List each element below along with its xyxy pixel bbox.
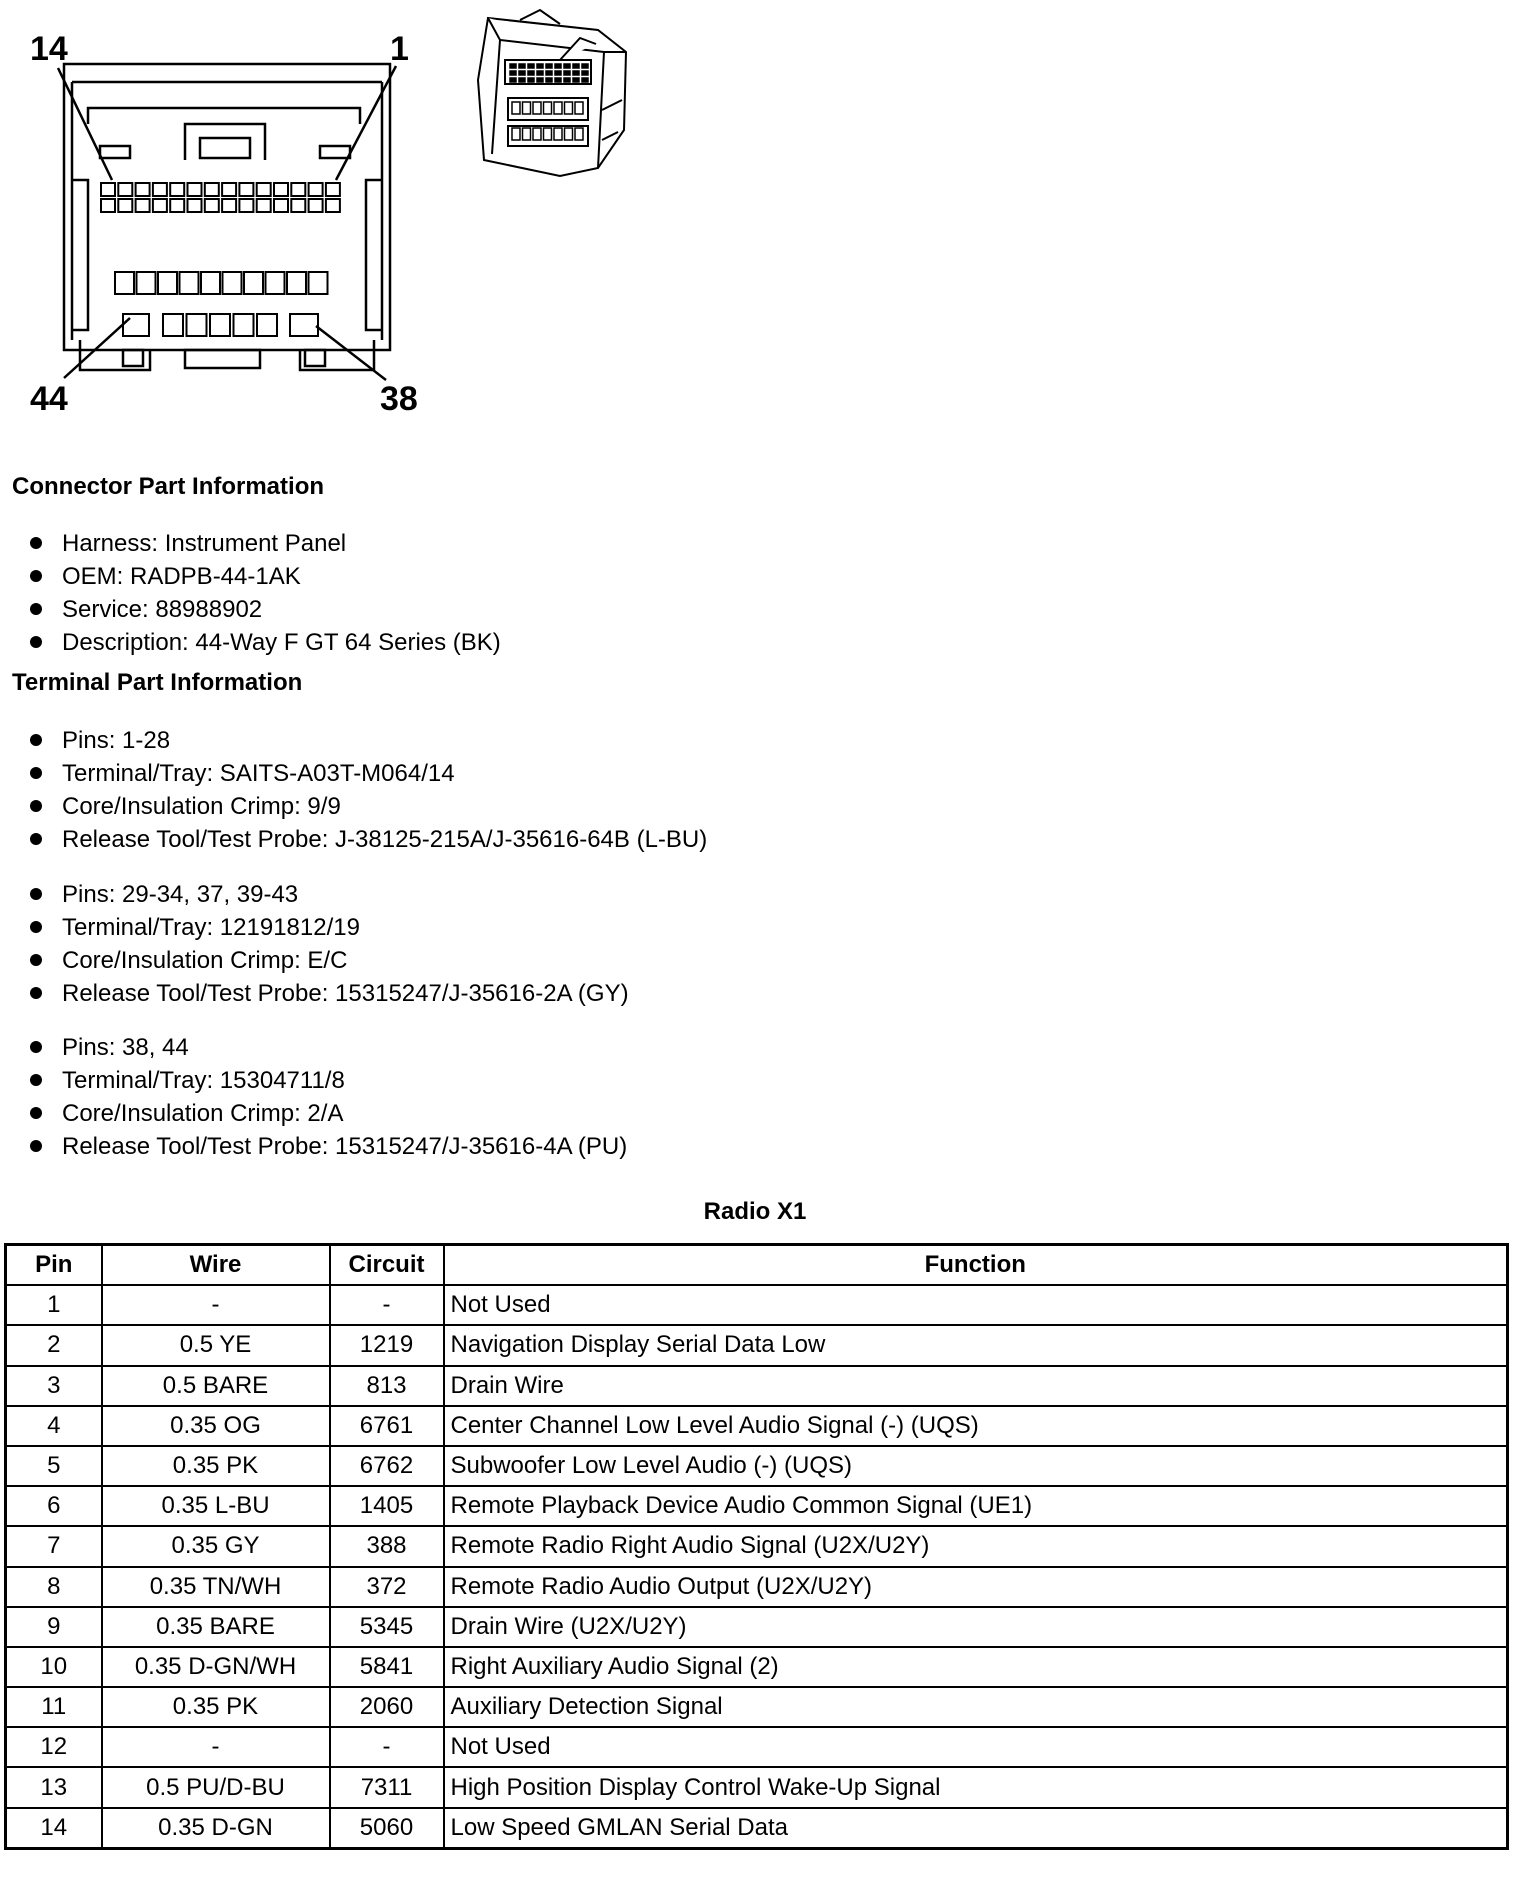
cell-pin: 2 <box>6 1325 102 1365</box>
column-header-pin: Pin <box>6 1245 102 1286</box>
medium-pin-cavity <box>180 272 199 294</box>
cell-circuit: 1405 <box>330 1486 444 1526</box>
cell-pin: 3 <box>6 1366 102 1406</box>
small-pin-cavity <box>222 183 236 196</box>
column-header-circuit: Circuit <box>330 1245 444 1286</box>
terminal-pins: Pins: 1-28 <box>30 724 707 757</box>
table-row <box>6 1767 1508 1807</box>
cell-function: Subwoofer Low Level Audio (-) (UQS) <box>444 1446 1508 1486</box>
pinout-table <box>4 1243 1509 1850</box>
sketch-pin-cavity <box>528 71 534 75</box>
cell-function: Center Channel Low Level Audio Signal (-) (UQS) <box>444 1406 1508 1446</box>
table-row <box>6 1325 1508 1365</box>
small-pin-cavity <box>309 183 323 196</box>
small-pin-cavity <box>274 183 288 196</box>
small-pin-cavity <box>257 183 271 196</box>
terminal-group-1 <box>30 724 707 856</box>
cell-pin: 10 <box>6 1647 102 1687</box>
small-pin-cavity <box>239 183 253 196</box>
cell-pin: 9 <box>6 1607 102 1647</box>
cell-wire: - <box>102 1727 330 1767</box>
small-pin-cavity <box>101 199 115 212</box>
sketch-pin-cavity <box>537 71 543 75</box>
table-row <box>6 1446 1508 1486</box>
sketch-pin-cavity <box>555 78 561 82</box>
terminal-tray: Terminal/Tray: SAITS-A03T-M064/14 <box>30 757 707 790</box>
cell-function: Remote Playback Device Audio Common Signal (UE1) <box>444 1486 1508 1526</box>
terminal-crimp: Core/Insulation Crimp: E/C <box>30 944 629 977</box>
small-pin-cavity <box>170 183 184 196</box>
sketch-pin-cavity <box>564 64 570 68</box>
sketch-pin-cavity <box>573 78 579 82</box>
table-row <box>6 1526 1508 1566</box>
small-pin-cavity <box>257 199 271 212</box>
terminal-crimp: Core/Insulation Crimp: 9/9 <box>30 790 707 823</box>
cell-wire: 0.5 YE <box>102 1325 330 1365</box>
small-pin-cavity <box>326 199 340 212</box>
cell-pin: 14 <box>6 1808 102 1849</box>
cell-circuit: 6761 <box>330 1406 444 1446</box>
cell-circuit: 372 <box>330 1567 444 1607</box>
cell-function: High Position Display Control Wake-Up Signal <box>444 1767 1508 1807</box>
sketch-pin-cavity <box>582 78 588 82</box>
cell-wire: 0.35 PK <box>102 1446 330 1486</box>
cell-circuit: 1219 <box>330 1325 444 1365</box>
sketch-pin-cavity <box>528 64 534 68</box>
terminal-group-2 <box>30 878 629 1010</box>
pin-callout-lines <box>58 66 396 380</box>
medium-pin-cavity <box>287 272 306 294</box>
cell-wire: 0.35 BARE <box>102 1607 330 1647</box>
connector-info-heading: Connector Part Information <box>12 473 325 500</box>
sketch-pin-cavity <box>519 64 525 68</box>
cell-pin: 8 <box>6 1567 102 1607</box>
table-row <box>6 1486 1508 1526</box>
column-header-function: Function <box>444 1245 1508 1286</box>
cell-pin: 12 <box>6 1727 102 1767</box>
terminal-release-tool: Release Tool/Test Probe: 15315247/J-35616-2A (GY) <box>30 977 629 1010</box>
small-pin-cavity <box>188 183 202 196</box>
cell-wire: 0.35 D-GN/WH <box>102 1647 330 1687</box>
small-pin-cavity <box>291 183 305 196</box>
sketch-pin-cavity <box>519 71 525 75</box>
medium-pin-cavity <box>115 272 134 294</box>
terminal-info-heading: Terminal Part Information <box>12 669 303 696</box>
large-pin-cavity <box>123 314 149 336</box>
small-pin-cavity <box>222 199 236 212</box>
terminal-group-3 <box>30 1031 627 1163</box>
cell-circuit: - <box>330 1727 444 1767</box>
medium-pin-cavity <box>187 314 207 336</box>
sketch-pin-cavity <box>546 78 552 82</box>
cell-circuit: 5345 <box>330 1607 444 1647</box>
table-row <box>6 1647 1508 1687</box>
sketch-pin-cavity <box>573 64 579 68</box>
sketch-pin-cavity <box>573 71 579 75</box>
pin-label-44: 44 <box>30 380 68 418</box>
small-pin-cavity <box>118 183 132 196</box>
cell-pin: 6 <box>6 1486 102 1526</box>
cell-wire: 0.35 OG <box>102 1406 330 1446</box>
large-pin-cavity <box>290 314 318 336</box>
small-pin-cavity <box>291 199 305 212</box>
sketch-pin-cavity <box>537 64 543 68</box>
sketch-pin-cavity <box>564 78 570 82</box>
cell-wire: 0.35 L-BU <box>102 1486 330 1526</box>
medium-pin-cavity <box>201 272 220 294</box>
cell-wire: 0.5 BARE <box>102 1366 330 1406</box>
cell-wire: 0.35 TN/WH <box>102 1567 330 1607</box>
sketch-pin-cavity <box>537 78 543 82</box>
cell-pin: 7 <box>6 1526 102 1566</box>
cell-pin: 11 <box>6 1687 102 1727</box>
pin-label-14: 14 <box>30 30 68 68</box>
small-pin-cavity <box>309 199 323 212</box>
small-pin-cavity <box>205 199 219 212</box>
column-header-wire: Wire <box>102 1245 330 1286</box>
medium-pin-cavity <box>266 272 285 294</box>
small-pin-cavity <box>136 199 150 212</box>
small-pin-cavity <box>136 183 150 196</box>
cell-pin: 1 <box>6 1285 102 1325</box>
small-pin-cavity <box>153 183 167 196</box>
terminal-release-tool: Release Tool/Test Probe: J-38125-215A/J-35616-64B (L-BU) <box>30 823 707 856</box>
connector-3d-view <box>478 10 626 176</box>
table-row <box>6 1607 1508 1647</box>
cell-function: Not Used <box>444 1727 1508 1767</box>
cell-pin: 13 <box>6 1767 102 1807</box>
table-row <box>6 1808 1508 1849</box>
sketch-pin-cavity <box>528 78 534 82</box>
sketch-pin-cavity <box>510 71 516 75</box>
small-pin-cavity <box>239 199 253 212</box>
small-pin-cavity <box>118 199 132 212</box>
sketch-pin-cavity <box>519 78 525 82</box>
medium-pin-cavity <box>309 272 328 294</box>
connector-info-list <box>30 527 501 659</box>
medium-pin-cavity <box>210 314 230 336</box>
table-row <box>6 1567 1508 1607</box>
small-pin-cavity <box>274 199 288 212</box>
cell-wire: 0.35 D-GN <box>102 1808 330 1849</box>
cell-function: Drain Wire <box>444 1366 1508 1406</box>
small-pin-cavity <box>101 183 115 196</box>
small-pin-cavity <box>170 199 184 212</box>
cell-circuit: 388 <box>330 1526 444 1566</box>
table-row <box>6 1687 1508 1727</box>
cell-function: Remote Radio Right Audio Signal (U2X/U2Y) <box>444 1526 1508 1566</box>
medium-pin-cavity <box>137 272 156 294</box>
table-title: Radio X1 <box>703 1198 807 1225</box>
pin-label-1: 1 <box>390 30 409 68</box>
cell-function: Not Used <box>444 1285 1508 1325</box>
connector-face-view <box>64 64 390 370</box>
terminal-pins: Pins: 29-34, 37, 39-43 <box>30 878 629 911</box>
table-body <box>6 1285 1508 1848</box>
sketch-pin-cavity <box>510 64 516 68</box>
small-pin-cavity <box>153 199 167 212</box>
sketch-pin-cavity <box>555 71 561 75</box>
cell-function: Drain Wire (U2X/U2Y) <box>444 1607 1508 1647</box>
cell-function: Low Speed GMLAN Serial Data <box>444 1808 1508 1849</box>
medium-pin-cavity <box>244 272 263 294</box>
table-header-row <box>6 1245 1508 1286</box>
sketch-pin-cavity <box>582 64 588 68</box>
terminal-crimp: Core/Insulation Crimp: 2/A <box>30 1097 627 1130</box>
cell-wire: - <box>102 1285 330 1325</box>
connector-diagram <box>0 0 760 440</box>
small-pin-cavity <box>205 183 219 196</box>
cell-function: Auxiliary Detection Signal <box>444 1687 1508 1727</box>
small-pin-cavity <box>188 199 202 212</box>
connector-info-service: Service: 88988902 <box>30 593 501 626</box>
sketch-pin-cavity <box>546 64 552 68</box>
cell-circuit: 7311 <box>330 1767 444 1807</box>
sketch-pin-cavity <box>555 64 561 68</box>
cell-wire: 0.5 PU/D-BU <box>102 1767 330 1807</box>
cell-pin: 5 <box>6 1446 102 1486</box>
medium-pin-cavity <box>158 272 177 294</box>
sketch-pin-cavity <box>582 71 588 75</box>
terminal-tray: Terminal/Tray: 12191812/19 <box>30 911 629 944</box>
cell-circuit: 5841 <box>330 1647 444 1687</box>
table-row <box>6 1727 1508 1767</box>
connector-pin-cavities <box>101 183 340 336</box>
table-row <box>6 1285 1508 1325</box>
terminal-pins: Pins: 38, 44 <box>30 1031 627 1064</box>
sketch-pin-cavity <box>546 71 552 75</box>
cell-function: Navigation Display Serial Data Low <box>444 1325 1508 1365</box>
medium-pin-cavity <box>234 314 254 336</box>
terminal-tray: Terminal/Tray: 15304711/8 <box>30 1064 627 1097</box>
small-pin-cavity <box>326 183 340 196</box>
sketch-pin-cavity <box>564 71 570 75</box>
cell-function: Remote Radio Audio Output (U2X/U2Y) <box>444 1567 1508 1607</box>
connector-info-description: Description: 44-Way F GT 64 Series (BK) <box>30 626 501 659</box>
medium-pin-cavity <box>257 314 277 336</box>
cell-circuit: 813 <box>330 1366 444 1406</box>
medium-pin-cavity <box>223 272 242 294</box>
sketch-pin-cavity <box>510 78 516 82</box>
cell-wire: 0.35 GY <box>102 1526 330 1566</box>
pin-label-38: 38 <box>380 380 418 418</box>
cell-wire: 0.35 PK <box>102 1687 330 1727</box>
connector-info-oem: OEM: RADPB-44-1AK <box>30 560 501 593</box>
cell-circuit: 5060 <box>330 1808 444 1849</box>
cell-circuit: - <box>330 1285 444 1325</box>
cell-pin: 4 <box>6 1406 102 1446</box>
cell-circuit: 2060 <box>330 1687 444 1727</box>
cell-function: Right Auxiliary Audio Signal (2) <box>444 1647 1508 1687</box>
terminal-release-tool: Release Tool/Test Probe: 15315247/J-35616-4A (PU) <box>30 1130 627 1163</box>
table-row <box>6 1406 1508 1446</box>
connector-info-harness: Harness: Instrument Panel <box>30 527 501 560</box>
medium-pin-cavity <box>163 314 183 336</box>
table-row <box>6 1366 1508 1406</box>
cell-circuit: 6762 <box>330 1446 444 1486</box>
